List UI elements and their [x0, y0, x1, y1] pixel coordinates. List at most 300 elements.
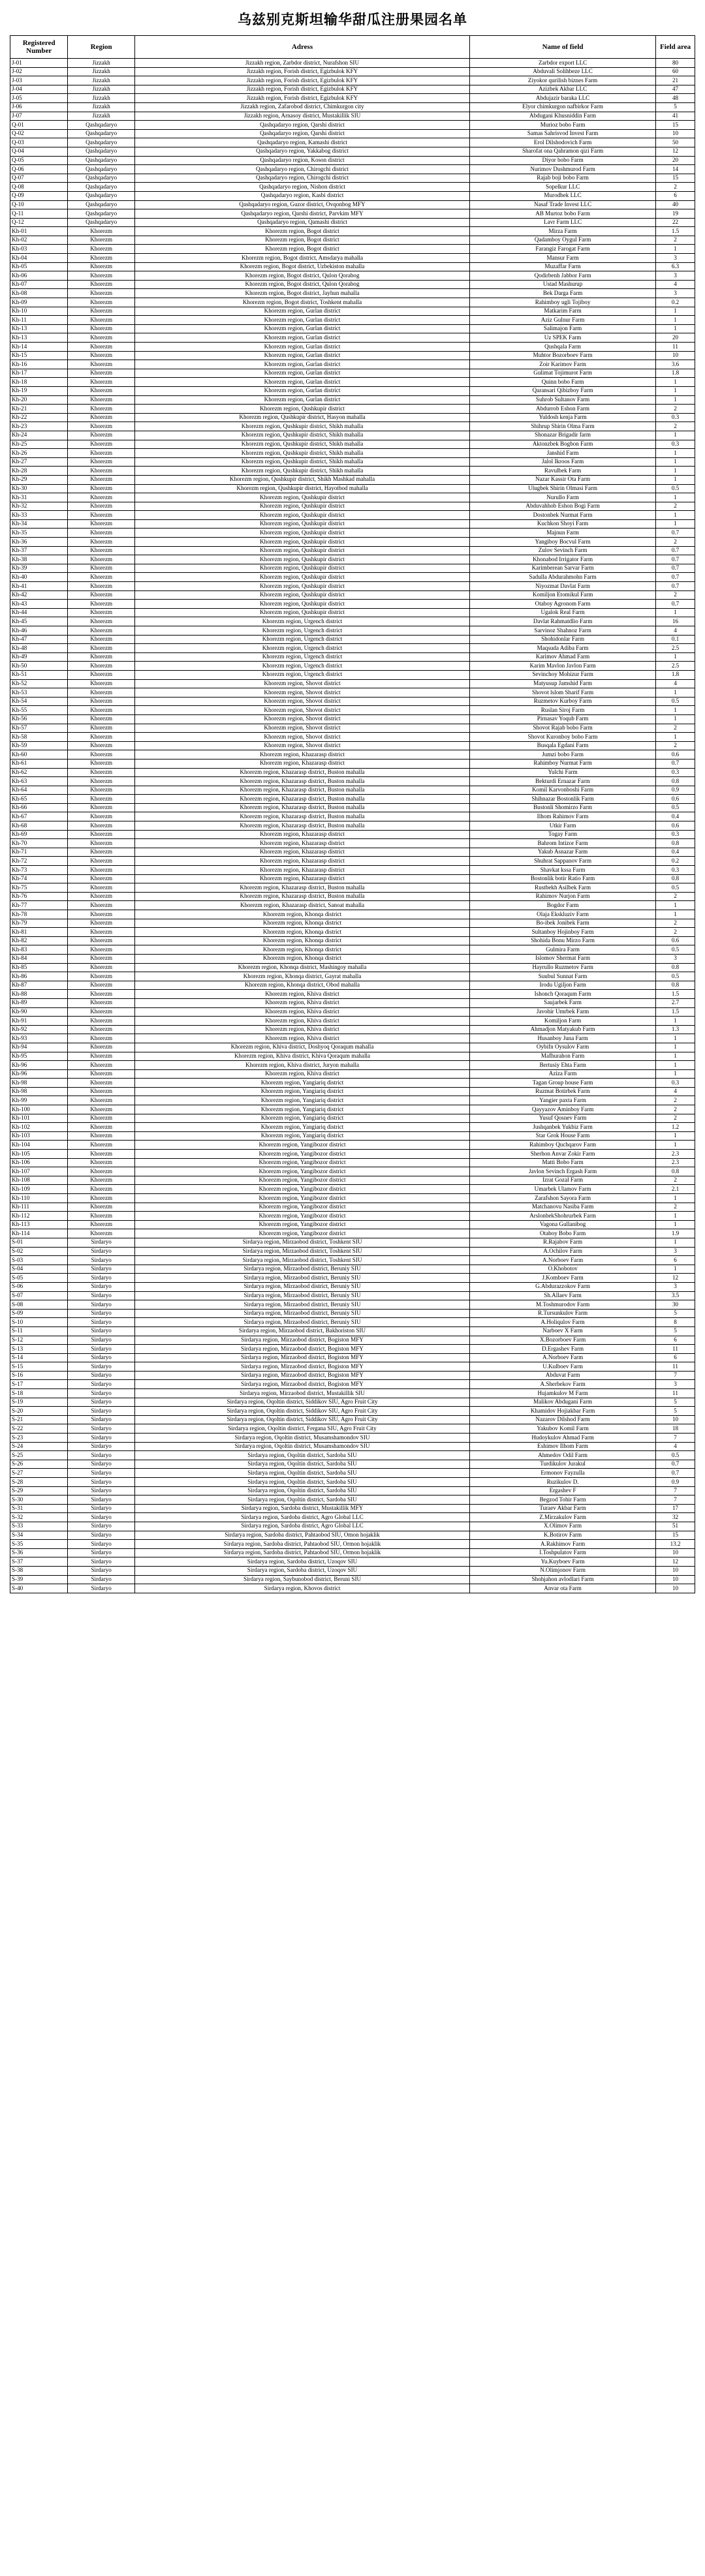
cell-adress: Jizzakh region, Zafarobod district, Chimkurgon city: [134, 102, 469, 112]
cell-registered-number: Kh-32: [10, 502, 68, 511]
table-row: [10, 874, 695, 883]
cell-field-area: 2.5: [656, 644, 695, 653]
cell-region: Khorezm: [68, 733, 135, 742]
cell-adress: Khorezm region, Qushkupir district, Shikh mahalla: [134, 422, 469, 431]
cell-region: Khorezm: [68, 998, 135, 1007]
table-row: [10, 1540, 695, 1549]
table-row: [10, 1131, 695, 1141]
cell-region: Khorezm: [68, 919, 135, 928]
cell-region: Khorezm: [68, 892, 135, 901]
cell-registered-number: Kh-45: [10, 617, 68, 626]
cell-name-of-field: Shuhrat Sappanov Farm: [470, 857, 656, 866]
table-row: [10, 343, 695, 352]
cell-registered-number: S-21: [10, 1415, 68, 1424]
cell-region: Sirdaryo: [68, 1300, 135, 1310]
cell-region: Khorezm: [68, 1167, 135, 1176]
cell-region: Khorezm: [68, 768, 135, 777]
table-row: [10, 1575, 695, 1584]
cell-name-of-field: O.Khobotov: [470, 1265, 656, 1274]
cell-region: Khorezm: [68, 821, 135, 831]
cell-region: Khorezm: [68, 351, 135, 360]
table-row: [10, 1336, 695, 1345]
cell-name-of-field: A.Sherbekov Farm: [470, 1380, 656, 1389]
cell-registered-number: Kh-01: [10, 227, 68, 236]
cell-name-of-field: K.Botirov Farm: [470, 1531, 656, 1540]
cell-field-area: 0.5: [656, 945, 695, 955]
table-row: [10, 156, 695, 165]
cell-registered-number: Kh-13: [10, 324, 68, 333]
cell-adress: Khorezm region, Gurlan district: [134, 369, 469, 378]
table-row: [10, 1362, 695, 1372]
cell-name-of-field: Hujamkulov M Farm: [470, 1389, 656, 1398]
cell-name-of-field: Yusuf Qosnev Farm: [470, 1114, 656, 1123]
cell-field-area: 0.9: [656, 786, 695, 795]
cell-name-of-field: Otaboy Agronom Farm: [470, 600, 656, 609]
cell-adress: Jizzakh region, Forish district, Egizbulok KFY: [134, 76, 469, 85]
cell-region: Khorezm: [68, 635, 135, 644]
cell-region: Sirdaryo: [68, 1504, 135, 1513]
cell-adress: Khorezm region, Qushkupir district: [134, 493, 469, 502]
cell-name-of-field: Yakub Asnazar Farm: [470, 848, 656, 857]
table-row: [10, 94, 695, 103]
table-row: [10, 919, 695, 928]
cell-adress: Khorezm region, Gurlan district: [134, 351, 469, 360]
table-row: [10, 644, 695, 653]
table-row: [10, 1353, 695, 1362]
cell-region: Khorezm: [68, 254, 135, 263]
cell-field-area: 51: [656, 1522, 695, 1531]
table-row: [10, 307, 695, 316]
cell-registered-number: Kh-28: [10, 467, 68, 476]
cell-registered-number: S-02: [10, 1247, 68, 1256]
cell-region: Khorezm: [68, 245, 135, 254]
cell-field-area: 0.6: [656, 821, 695, 831]
cell-field-area: 10: [656, 1575, 695, 1584]
cell-field-area: 0.7: [656, 529, 695, 538]
cell-adress: Khorezm region, Shovot district: [134, 688, 469, 698]
cell-adress: Khorezm region, Qushkupir district: [134, 555, 469, 564]
cell-adress: Jizzakh region, Zarbdor district, Nurafshon SIU: [134, 59, 469, 68]
cell-field-area: 0.8: [656, 777, 695, 786]
cell-name-of-field: Shonazar Brigadir farm: [470, 431, 656, 440]
cell-region: Khorezm: [68, 1087, 135, 1096]
cell-adress: Sirdarya region, Oqoltin district, Sardoba SIU: [134, 1478, 469, 1487]
cell-name-of-field: Rahimboy Quchqarov Farm: [470, 1141, 656, 1150]
cell-field-area: 11: [656, 1345, 695, 1354]
column-header-region: Region: [68, 36, 135, 59]
cell-region: Sirdaryo: [68, 1336, 135, 1345]
table-row: [10, 227, 695, 236]
cell-region: Khorezm: [68, 1052, 135, 1061]
cell-region: Khorezm: [68, 1096, 135, 1105]
table-row: [10, 981, 695, 990]
cell-registered-number: J-04: [10, 85, 68, 94]
cell-registered-number: Kh-47: [10, 635, 68, 644]
cell-registered-number: S-05: [10, 1274, 68, 1283]
cell-field-area: 0.7: [656, 1469, 695, 1478]
cell-adress: Khorezm region, Urgench district: [134, 635, 469, 644]
cell-adress: Sirdarya region, Mirzaobod district, Mustakillik SIU: [134, 1389, 469, 1398]
table-row: [10, 733, 695, 742]
cell-field-area: 1: [656, 1265, 695, 1274]
cell-registered-number: S-06: [10, 1282, 68, 1291]
cell-adress: Khorezm region, Khiva district: [134, 998, 469, 1007]
cell-registered-number: Kh-59: [10, 741, 68, 750]
cell-adress: Khorezm region, Khonqa district, Gayrat mahalla: [134, 972, 469, 981]
cell-name-of-field: Qaransari Qibizboy Farm: [470, 386, 656, 395]
cell-registered-number: Kh-27: [10, 457, 68, 467]
cell-region: Khorezm: [68, 866, 135, 875]
cell-region: Khorezm: [68, 1229, 135, 1238]
table-row: [10, 608, 695, 617]
cell-name-of-field: Elyor chimkurgon nafbirkor Farm: [470, 102, 656, 112]
cell-field-area: 7: [656, 1486, 695, 1495]
cell-registered-number: Kh-37: [10, 546, 68, 555]
cell-adress: Khorezm region, Khazarasp district: [134, 839, 469, 848]
cell-region: Khorezm: [68, 1194, 135, 1203]
table-header: [10, 36, 695, 59]
cell-adress: Khorezm region, Yangibozor district: [134, 1158, 469, 1167]
cell-field-area: 2.3: [656, 1150, 695, 1159]
table-row: [10, 236, 695, 245]
cell-registered-number: Kh-55: [10, 706, 68, 715]
table-row: [10, 511, 695, 520]
cell-adress: Khorezm region, Yangiariq district: [134, 1123, 469, 1132]
cell-registered-number: Kh-06: [10, 271, 68, 281]
cell-adress: Sirdarya region, Mirzaobod district, Beruniy SIU: [134, 1274, 469, 1283]
table-row: [10, 1345, 695, 1354]
cell-registered-number: Kh-14: [10, 343, 68, 352]
cell-adress: Qashqadaryo region, Qarshi district: [134, 121, 469, 130]
cell-name-of-field: Jushqanbek Yukbiz Farm: [470, 1123, 656, 1132]
cell-registered-number: Kh-96: [10, 1069, 68, 1079]
cell-field-area: 11: [656, 1362, 695, 1372]
cell-name-of-field: Busqala Egdani Farm: [470, 741, 656, 750]
cell-region: Khorezm: [68, 440, 135, 449]
cell-name-of-field: Uz SPEK Farm: [470, 333, 656, 343]
cell-name-of-field: Sevinchoy Mohizur Farm: [470, 670, 656, 679]
cell-field-area: 1: [656, 1043, 695, 1052]
cell-field-area: 1: [656, 386, 695, 395]
cell-registered-number: Kh-15: [10, 351, 68, 360]
cell-adress: Khorezm region, Qushkupir district: [134, 511, 469, 520]
cell-field-area: 1: [656, 1131, 695, 1141]
cell-field-area: 6: [656, 1336, 695, 1345]
cell-region: Khorezm: [68, 271, 135, 281]
cell-name-of-field: A.Norboev Farm: [470, 1353, 656, 1362]
cell-name-of-field: Bogdor Farm: [470, 901, 656, 910]
cell-adress: Khorezm region, Khiva district: [134, 1069, 469, 1079]
cell-adress: Khorezm region, Qushkupir district, Shikh mahalla: [134, 449, 469, 458]
cell-adress: Sirdarya region, Sardoba district, Pahtaobod SIU, Ormon hojaklik: [134, 1540, 469, 1549]
table-row: [10, 945, 695, 955]
table-row: [10, 1034, 695, 1043]
cell-registered-number: Kh-71: [10, 848, 68, 857]
cell-adress: Sirdarya region, Mirzaobod district, Beruniy SIU: [134, 1309, 469, 1318]
cell-field-area: 6: [656, 191, 695, 200]
cell-region: Khorezm: [68, 236, 135, 245]
cell-registered-number: S-07: [10, 1291, 68, 1300]
cell-field-area: 2: [656, 724, 695, 733]
cell-registered-number: Kh-65: [10, 795, 68, 804]
cell-field-area: 18: [656, 1424, 695, 1434]
table-body: [10, 59, 695, 1593]
cell-registered-number: S-39: [10, 1575, 68, 1584]
table-row: [10, 714, 695, 724]
cell-field-area: 1: [656, 245, 695, 254]
cell-region: Sirdaryo: [68, 1238, 135, 1247]
cell-region: Khorezm: [68, 617, 135, 626]
cell-name-of-field: Qayyazov Aminboy Farm: [470, 1105, 656, 1114]
cell-field-area: 3: [656, 1282, 695, 1291]
cell-registered-number: Kh-35: [10, 529, 68, 538]
cell-adress: Khorezm region, Khiva district, Juryon mahalla: [134, 1061, 469, 1070]
table-row: [10, 777, 695, 786]
cell-registered-number: Kh-85: [10, 963, 68, 972]
cell-name-of-field: A.Holiqulov Farm: [470, 1318, 656, 1327]
cell-field-area: 15: [656, 1531, 695, 1540]
cell-region: Khorezm: [68, 484, 135, 493]
cell-field-area: 40: [656, 200, 695, 209]
cell-registered-number: Kh-41: [10, 582, 68, 591]
cell-region: Khorezm: [68, 954, 135, 963]
table-row: [10, 200, 695, 209]
cell-adress: Khorezm region, Qushkupir district: [134, 546, 469, 555]
cell-name-of-field: Saujarbek Farm: [470, 998, 656, 1007]
cell-region: Sirdaryo: [68, 1478, 135, 1487]
cell-region: Sirdaryo: [68, 1548, 135, 1557]
cell-region: Khorezm: [68, 945, 135, 955]
cell-field-area: 4: [656, 280, 695, 289]
cell-region: Khorezm: [68, 502, 135, 511]
cell-region: Khorezm: [68, 1158, 135, 1167]
cell-name-of-field: Jalol Ikroos Farm: [470, 457, 656, 467]
cell-region: Sirdaryo: [68, 1522, 135, 1531]
cell-adress: Khorezm region, Qushkupir district: [134, 502, 469, 511]
cell-adress: Sirdarya region, Saybunobod district, Beruni SIU: [134, 1575, 469, 1584]
cell-registered-number: Kh-84: [10, 954, 68, 963]
table-row: [10, 1043, 695, 1052]
cell-name-of-field: Gulimat Tojimurot Farm: [470, 369, 656, 378]
cell-region: Khorezm: [68, 1043, 135, 1052]
table-row: [10, 936, 695, 945]
cell-region: Khorezm: [68, 1212, 135, 1221]
cell-name-of-field: Diyor bobo Farm: [470, 156, 656, 165]
cell-name-of-field: Ishonch Qoraqum Farm: [470, 990, 656, 999]
cell-name-of-field: U.Kulboev Farm: [470, 1362, 656, 1372]
cell-name-of-field: Murioz bobo Farm: [470, 121, 656, 130]
cell-field-area: 3: [656, 1380, 695, 1389]
table-row: [10, 519, 695, 529]
cell-name-of-field: Ulugbek Shirin Olmasi Farm: [470, 484, 656, 493]
cell-field-area: 21: [656, 76, 695, 85]
cell-field-area: 7: [656, 1434, 695, 1443]
cell-name-of-field: Nazar Kassir Ota Farm: [470, 475, 656, 484]
cell-adress: Khorezm region, Khazarasp district, Buston mahalla: [134, 883, 469, 893]
cell-region: Khorezm: [68, 413, 135, 422]
cell-region: Sirdaryo: [68, 1345, 135, 1354]
cell-registered-number: Kh-03: [10, 245, 68, 254]
cell-registered-number: J-01: [10, 59, 68, 68]
table-row: [10, 262, 695, 271]
cell-adress: Khorezm region, Khazarasp district, Buston mahalla: [134, 892, 469, 901]
cell-region: Qashqadaryo: [68, 138, 135, 147]
cell-adress: Khorezm region, Gurlan district: [134, 386, 469, 395]
table-row: [10, 121, 695, 130]
table-row: [10, 1025, 695, 1034]
cell-field-area: 4: [656, 679, 695, 688]
cell-adress: Sirdarya region, Oqoltin district, Musamshamondov SIU: [134, 1434, 469, 1443]
cell-region: Sirdaryo: [68, 1540, 135, 1549]
column-header-name-of-field: Name of field: [470, 36, 656, 59]
cell-adress: Jizzakh region, Forish district, Egizbulok KFY: [134, 94, 469, 103]
cell-field-area: 0.9: [656, 1478, 695, 1487]
cell-name-of-field: Star Grok House Farm: [470, 1131, 656, 1141]
cell-adress: Sirdarya region, Mirzaobod district, Bogiston MFY: [134, 1345, 469, 1354]
cell-adress: Khorezm region, Yangibozor district: [134, 1141, 469, 1150]
cell-name-of-field: Karimov Ahmad Farm: [470, 652, 656, 662]
table-row: [10, 564, 695, 573]
cell-region: Khorezm: [68, 910, 135, 919]
cell-region: Jizzakh: [68, 85, 135, 94]
cell-registered-number: S-08: [10, 1300, 68, 1310]
cell-registered-number: Kh-69: [10, 830, 68, 839]
cell-field-area: 3.6: [656, 360, 695, 369]
cell-adress: Khorezm region, Bogot district, Jayhun mahalla: [134, 289, 469, 298]
table-row: [10, 129, 695, 138]
cell-name-of-field: Matti Bobo Farm: [470, 1158, 656, 1167]
cell-adress: Jizzakh region, Arnasoy district, Mustakillik SIU: [134, 112, 469, 121]
cell-region: Khorezm: [68, 848, 135, 857]
cell-region: Khorezm: [68, 795, 135, 804]
cell-field-area: 0.7: [656, 555, 695, 564]
cell-adress: Khorezm region, Khazarasp district: [134, 866, 469, 875]
cell-name-of-field: Ustad Mashurup: [470, 280, 656, 289]
cell-field-area: 0.3: [656, 830, 695, 839]
cell-registered-number: S-23: [10, 1434, 68, 1443]
cell-registered-number: Kh-22: [10, 413, 68, 422]
cell-adress: Sirdarya region, Mirzaobod district, Bogiston MFY: [134, 1353, 469, 1362]
cell-region: Sirdaryo: [68, 1424, 135, 1434]
table-row: [10, 449, 695, 458]
cell-registered-number: Kh-78: [10, 910, 68, 919]
cell-name-of-field: Bertusiy Ehta Farm: [470, 1061, 656, 1070]
cell-adress: Sirdarya region, Oqoltin district, Siddikov SIU, Agro Fruit City: [134, 1398, 469, 1407]
cell-field-area: 0.8: [656, 874, 695, 883]
cell-field-area: 1: [656, 1052, 695, 1061]
cell-field-area: 0.8: [656, 839, 695, 848]
cell-name-of-field: Zarafshon Sayora Farm: [470, 1194, 656, 1203]
cell-adress: Sirdarya region, Mirzaobod district, Beruniy SIU: [134, 1282, 469, 1291]
cell-field-area: 7: [656, 1371, 695, 1380]
table-row: [10, 688, 695, 698]
cell-region: Jizzakh: [68, 112, 135, 121]
cell-registered-number: Kh-66: [10, 803, 68, 812]
cell-field-area: 0.7: [656, 1460, 695, 1469]
cell-name-of-field: Rajab boji bobo Farm: [470, 174, 656, 183]
cell-adress: Khorezm region, Khazarasp district, Buston mahalla: [134, 768, 469, 777]
cell-registered-number: Kh-05: [10, 262, 68, 271]
cell-name-of-field: Ahmedov Odil Farm: [470, 1451, 656, 1460]
cell-registered-number: Kh-107: [10, 1167, 68, 1176]
cell-registered-number: Kh-36: [10, 538, 68, 547]
cell-adress: Khorezm region, Yangiariq district: [134, 1105, 469, 1114]
cell-registered-number: Kh-23: [10, 422, 68, 431]
cell-registered-number: Q-02: [10, 129, 68, 138]
table-row: [10, 1096, 695, 1105]
cell-region: Khorezm: [68, 449, 135, 458]
table-row: [10, 1220, 695, 1229]
cell-field-area: 1: [656, 733, 695, 742]
cell-adress: Khorezm region, Urgench district: [134, 670, 469, 679]
table-row: [10, 928, 695, 937]
table-row: [10, 1105, 695, 1114]
cell-field-area: 1: [656, 449, 695, 458]
table-row: [10, 289, 695, 298]
cell-region: Khorezm: [68, 262, 135, 271]
cell-region: Qashqadaryo: [68, 147, 135, 156]
cell-name-of-field: Nurimov Dushmurod Farm: [470, 165, 656, 174]
cell-name-of-field: Abdujazir barakа LLC: [470, 94, 656, 103]
cell-region: Khorezm: [68, 963, 135, 972]
cell-registered-number: Q-03: [10, 138, 68, 147]
cell-adress: Khorezm region, Shovot district: [134, 741, 469, 750]
cell-adress: Sirdarya region, Sardoba district, Pahtaobod SIU, Ormon hojaklik: [134, 1548, 469, 1557]
cell-region: Jizzakh: [68, 59, 135, 68]
cell-adress: Khorezm region, Qushkupir district: [134, 590, 469, 600]
cell-name-of-field: Khamidov Hojiakbar Farm: [470, 1407, 656, 1416]
cell-region: Sirdaryo: [68, 1326, 135, 1336]
cell-region: Khorezm: [68, 1017, 135, 1026]
table-row: [10, 102, 695, 112]
cell-registered-number: Kh-74: [10, 874, 68, 883]
cell-name-of-field: Rustbekh Asilbek Farm: [470, 883, 656, 893]
cell-field-area: 2: [656, 919, 695, 928]
cell-field-area: 6: [656, 1256, 695, 1265]
table-row: [10, 1079, 695, 1088]
table-row: [10, 316, 695, 325]
cell-name-of-field: Bostonlik botir Ratio Farm: [470, 874, 656, 883]
cell-registered-number: J-02: [10, 67, 68, 76]
cell-adress: Khorezm region, Urgench district: [134, 617, 469, 626]
cell-region: Khorezm: [68, 714, 135, 724]
cell-name-of-field: Begzod Tohir Farm: [470, 1495, 656, 1505]
cell-field-area: 2: [656, 1203, 695, 1212]
cell-name-of-field: Turaev Akbar Farm: [470, 1504, 656, 1513]
table-row: [10, 138, 695, 147]
cell-registered-number: S-29: [10, 1486, 68, 1495]
table-row: [10, 493, 695, 502]
cell-name-of-field: Yangiboy Bocvul Farm: [470, 538, 656, 547]
cell-name-of-field: Yangier paxta Farm: [470, 1096, 656, 1105]
table-row: [10, 1398, 695, 1407]
cell-name-of-field: Shovot lslom Sharif Farm: [470, 688, 656, 698]
cell-region: Khorezm: [68, 519, 135, 529]
cell-name-of-field: Rahimboy Nurmat Farm: [470, 759, 656, 768]
table-row: [10, 85, 695, 94]
table-row: [10, 1194, 695, 1203]
cell-field-area: 2.3: [656, 1158, 695, 1167]
cell-region: Khorezm: [68, 981, 135, 990]
cell-region: Khorezm: [68, 1007, 135, 1017]
cell-field-area: 10: [656, 1415, 695, 1424]
cell-field-area: 1.8: [656, 670, 695, 679]
cell-adress: Khorezm region, Yangibozor district: [134, 1212, 469, 1221]
cell-registered-number: S-04: [10, 1265, 68, 1274]
cell-registered-number: Kh-70: [10, 839, 68, 848]
table-row: [10, 573, 695, 582]
cell-adress: Sirdarya region, Oqoltin district, Musamshamondov SIU: [134, 1442, 469, 1451]
